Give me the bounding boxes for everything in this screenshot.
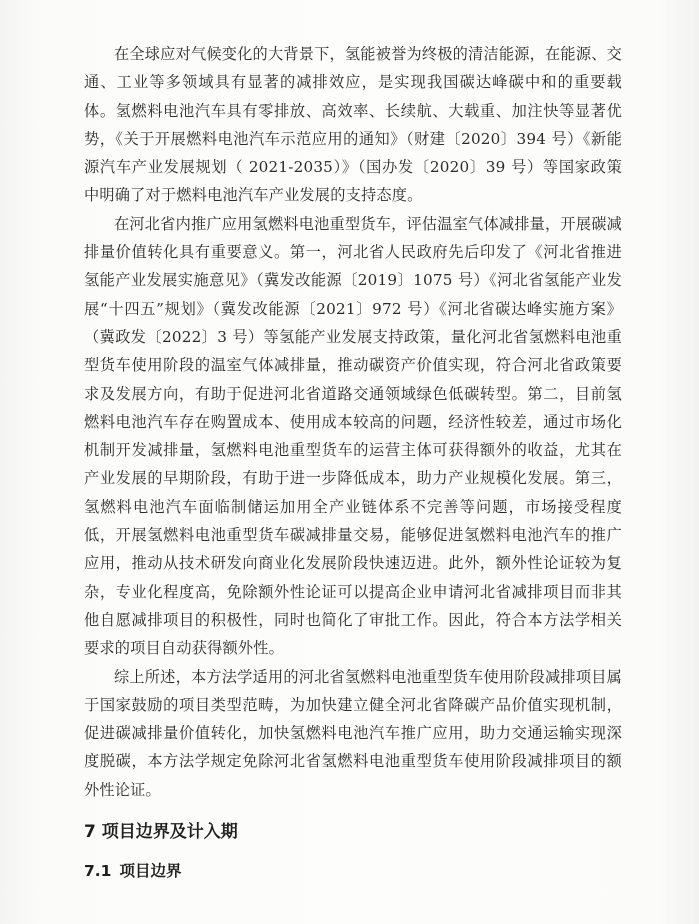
paragraph-1: 在全球应对气候变化的大背景下，氢能被誉为终极的清洁能源，在能源、交通、工业等多领域具有显著的减排效应，是实现我国碳达峰碳中和的重要载体。氢燃料电池汽车具有零排放、高效率、长续航、大载重、加注快等显著优势，《关于开展燃料电池汽车示范应用的通知》（财建〔2020〕394 号）《新能源汽车产业发展规划（ 2021-2035）》（国办发〔2020〕39 号）等国家政策中明确了对于燃料电池汽车产业发展的支持态度。 [84,45,622,205]
subsection-number: 7.1 [84,862,112,881]
section-heading: 7 项目边界及计入期 [84,822,238,843]
paragraph-2: 在河北省内推广应用氢燃料电池重型货车，评估温室气体减排量，开展碳减排量价值转化具有重要意义。第一，河北省人民政府先后印发了《河北省推进氢能产业发展实施意见》（冀发改能源〔2019〕1075 号）《河北省氢能产业发展“十四五”规划》（冀发改能源〔2021〕972 号）《河北省碳达峰实施方案》（冀政发〔2022〕3 号）等氢能产业发展支持政策，量化河北省氢燃料电池重型货车使用阶段的温室气体减排量，推动碳资产价值实现，符合河北省政策要求及发展方向，有助于促进河北省道路交通领域绿色低碳转型。第二，目前氢燃料电池汽车存在购置成本、使用成本较高的问题，经济性较差，通过市场化机制开发减排量，氢燃料电池重型货车的运营主体可获得额外的收益，尤其在产业发展的早期阶段，有助于进一步降低成本，助力产业规模化发展。第三，氢燃料电池汽车面临制储运加用全产业链体系不完善等问题，市场接受程度低，开展氢燃料电池重型货车碳减排量交易，能够促进氢燃料电池汽车的推广应用，推动从技术研发向商业化发展阶段快速迈进。此外，额外性论证较为复杂，专业化程度高，免除额外性论证可以提高企业申请河北省减排项目而非其他自愿减排项目的积极性，同时也简化了审批工作。因此，符合本方法学相关要求的项目自动获得额外性。 [84,214,622,658]
paragraph-3: 综上所述，本方法学适用的河北省氢燃料电池重型货车使用阶段减排项目属于国家鼓励的项目类型范畴，为加快建立健全河北省降碳产品价值实现机制，促进碳减排量价值转化，加快氢燃料电池汽车推广应用，助力交通运输实现深度脱碳，本方法学规定免除河北省氢燃料电池重型货车使用阶段减排项目的额外性论证。 [84,667,622,799]
document-body [84,40,622,882]
subsection-heading [84,860,622,882]
subsection-title: 项目边界 [119,862,182,881]
